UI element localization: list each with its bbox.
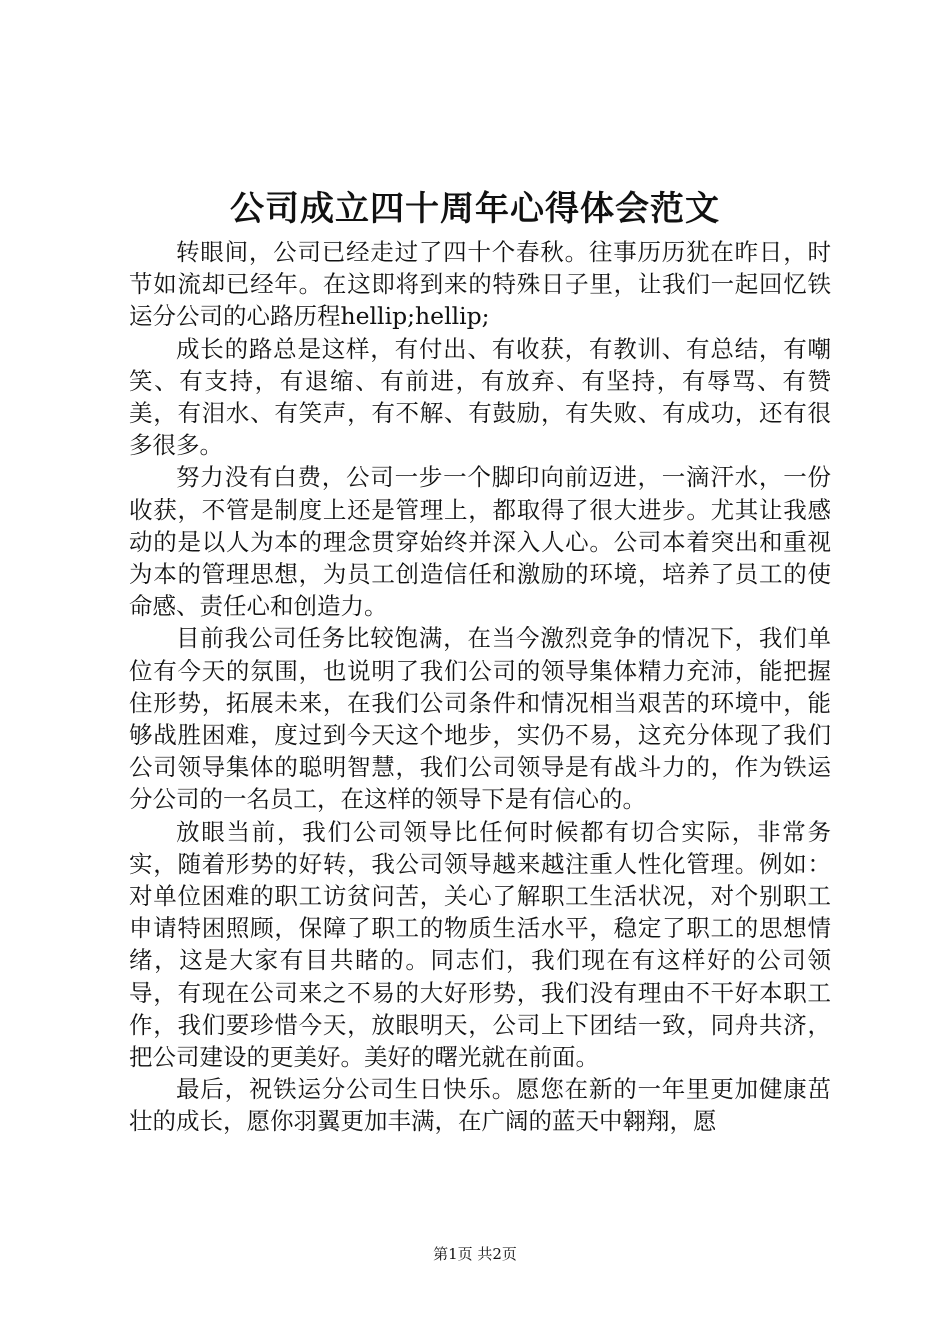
paragraph-4: 目前我公司任务比较饱满，在当今激烈竞争的情况下，我们单位有今天的氛围，也说明了我们公司的领导集体精力充沛，能把握住形势，拓展未来，在我们公司条件和情况相当艰苦的环境中，能够战胜困难，度过到今天这个地步，实仍不易，这充分体现了我们公司领导集体的聪明智慧，我们公司领导是有战斗力的，作为铁运分公司的一名员工，在这样的领导下是有信心的。	[129, 624, 831, 814]
page-footer: 第1页 共2页	[433, 1245, 517, 1263]
paragraph-6: 最后，祝铁运分公司生日快乐。愿您在新的一年里更加健康茁壮的成长，愿你羽翼更加丰满，在广阔的蓝天中翱翔，愿	[129, 1075, 831, 1136]
document-title: 公司成立四十周年心得体会范文	[230, 189, 720, 229]
paragraph-1: 转眼间，公司已经走过了四十个春秋。往事历历犹在昨日，时节如流却已经年。在这即将到来的特殊日子里，让我们一起回忆铁运分公司的心路历程hellip;hellip;	[129, 238, 831, 331]
document-body	[129, 236, 831, 1138]
paragraph-3: 努力没有白费，公司一步一个脚印向前迈进，一滴汗水，一份收获，不管是制度上还是管理上，都取得了很大进步。尤其让我感动的是以人为本的理念贯穿始终并深入人心。公司本着突出和重视为本的管理思想，为员工创造信任和激励的环境，培养了员工的使命感、责任心和创造力。	[129, 463, 831, 621]
paragraph-2: 成长的路总是这样，有付出、有收获，有教训、有总结，有嘲笑、有支持，有退缩、有前进，有放弃、有坚持，有辱骂、有赞美，有泪水、有笑声，有不解、有鼓励，有失败、有成功，还有很多很多。	[129, 334, 831, 460]
paragraph-5: 放眼当前，我们公司领导比任何时候都有切合实际，非常务实，随着形势的好转，我公司领导越来越注重人性化管理。例如：对单位困难的职工访贫问苦，关心了解职工生活状况，对个别职工申请特困照顾，保障了职工的物质生活水平，稳定了职工的思想情绪，这是大家有目共睹的。同志们，我们现在有这样好的公司领导，有现在公司来之不易的大好形势，我们没有理由不干好本职工作，我们要珍惜今天，放眼明天，公司上下团结一致，同舟共济，把公司建设的更美好。美好的曙光就在前面。	[129, 817, 831, 1072]
